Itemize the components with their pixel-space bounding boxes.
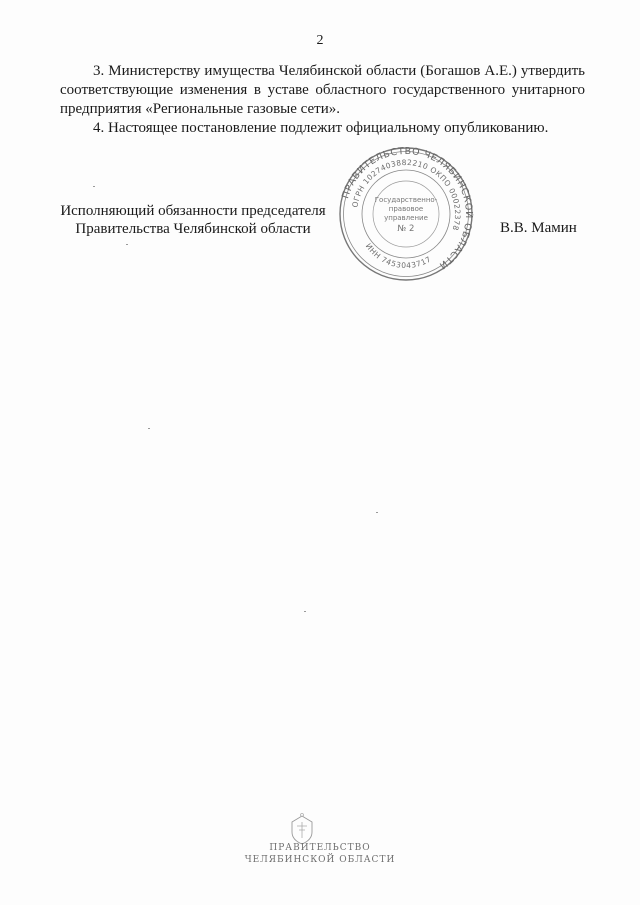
scan-speck [148, 428, 150, 429]
signatory-title [58, 202, 328, 238]
signatory-title-line1: Исполняющий обязанности председателя [60, 203, 326, 219]
scan-speck [93, 186, 95, 187]
stamp-center-line2: правовое [388, 205, 424, 213]
scan-speck [304, 611, 306, 612]
coat-of-arms-icon [288, 812, 316, 846]
stamp-center-line4: № 2 [397, 224, 415, 234]
paragraph-3: 3. Министерству имущества Челябинской области (Богашов А.Е.) утвердить соответствующие изменения в уставе областного государственного унитарного предприятия «Региональные газовые сети». [60, 63, 585, 117]
stamp-bottom-text: ИНН 7453043717 [363, 241, 433, 271]
official-stamp [338, 146, 474, 282]
stamp-center-line3: управление [384, 214, 428, 222]
footer-line1: ПРАВИТЕЛЬСТВО [269, 843, 371, 853]
scan-speck [126, 244, 128, 245]
page-number: 2 [316, 33, 324, 48]
paragraph-4: 4. Настоящее постановление подлежит официальному опубликованию. [93, 120, 549, 136]
stamp-outer-text: ПРАВИТЕЛЬСТВО ЧЕЛЯБИНСКОЙ ОБЛАСТИ [340, 146, 474, 272]
document-body [60, 62, 585, 138]
scan-speck [376, 512, 378, 513]
signatory-title-line2: Правительства Челябинской области [75, 221, 311, 237]
stamp-inner-text: ОГРН 1027403882210 ОКПО 00022378 [350, 157, 463, 232]
signatory-name: В.В. Мамин [500, 220, 577, 236]
footer-line2: ЧЕЛЯБИНСКОЙ ОБЛАСТИ [244, 855, 396, 865]
stamp-center-line1: Государственно- [374, 196, 438, 204]
